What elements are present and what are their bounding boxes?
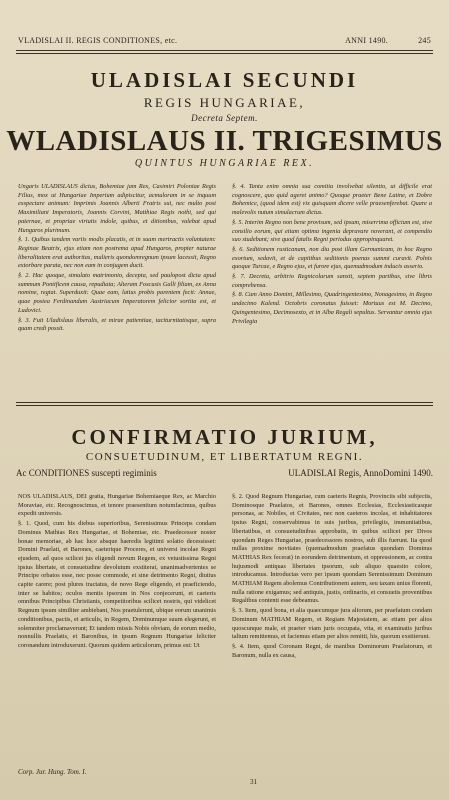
title-line-1: ULADISLAI SECUNDI [90, 68, 359, 92]
paragraph: NOS ULADISLAUS, DEI gratia, Hungariae Bohemiaeque Rex, ac Marchio Moraviae, etc. Recognoscimus, et tenore praesentium notumfacimus, quibus expedit universis. [18, 493, 216, 518]
title-line-3: Decreta Septem. [191, 113, 258, 123]
signature-mark: 31 [250, 778, 257, 786]
upper-left-column [18, 183, 216, 388]
paragraph: §. 4. Tanta enim omnia sua comitia involvebat silentio, ut difficile erat cognoscere, quo quid ageret animo? Quoque praeter Bene Latine, et Dobre Bohemice, (quod idem est) vix quisquam dicere velle praesenferebat. Quare a malevolis nutum simulacrum dictus. [232, 183, 432, 217]
paragraph: §. 5. Interim Regno non bene provisum, sed ipsum, miserrima officium est, sive consilio eorum, qui etiam optima ingenia depravare noverant, et compendio suo studebant; sive quod fatalis Regni periodus appropinquaret. [232, 218, 432, 244]
header-rule [16, 50, 433, 51]
paragraph: §. 2. Hac quoque, simulato matrimonio, decepta, sed paulopost dicta apud summum Pontificem causa, repudiata; Alteram Foscusis Galli filiam, ex Anna nomine, regiat. Superduxit: Quae eam, latius probis parentem fecit: Annae, quae postea Ferdinandum Austriacum Imperatorem felicior sortita est, et Ludovici. [18, 272, 216, 314]
paragraph: §. 6. Seditionem rusticanam, non diu post illam Germanicam, in hoc Regno exortum, sedavit, et de capitibus seditionis poenas summi curavit. Polnis quoque Turcae, e Regno ejus, et furore ejus, quemadmodum inducis asserio. [232, 245, 432, 271]
subline-right: ULADISLAI Regis, AnnoDomini 1490. [288, 468, 433, 478]
section-subtitle: CONSUETUDINUM, ET LIBERTATUM REGNI. [85, 451, 364, 463]
section-subline [16, 468, 433, 478]
paragraph: §. 4. Item, quod Coronam Regni, de manibus Dominorum Praelatorum, et Baronum, nulla ex causa, [232, 642, 432, 659]
paragraph: Ungaris ULADISLAUS dictus, Bohemiae jam Rex, Casimiri Poloniae Regis Filius, mox ut Hungariae Imperium adipiscitur, acmuloram in se inquum exspectare animum: Imprimis Joannis Alberti Fratris sui, nec multo post Maximiliani Imperatoris, Joannis Corvini, Matthiae Regis nothi, sed qui paternae, et propriae virtutis indole, quibus, et ditionibus, valebat apud Hungaros plurimum. [18, 183, 216, 234]
title-line-4: WLADISLAUS II. TRIGESIMUS [6, 125, 443, 157]
lower-left-column [18, 493, 216, 763]
upper-right-column [232, 183, 432, 388]
lower-right-column [232, 493, 432, 783]
running-title: VLADISLAI II. REGIS CONDITIONES, etc. [18, 36, 178, 45]
paragraph: §. 8. Cum Anno Domini, Millesimo, Quadringentesimo, Nonagesimo, in Regno undecimo Kalend. Octobris coronatus fuisset: Mortuus est M. Decimo, Quingentesimo, Decimosexto, et in Alba Regali sepultus. Servantur omnia ejus Privilegia [232, 291, 432, 325]
section-rule-thin [16, 405, 433, 406]
title-line-2: REGIS HUNGARIAE, [143, 95, 306, 110]
paragraph: §. 3. Item, quod bona, et alia quaecumque jura aliorum, per praefatum condam Dominum MATHIAM Regem, et Regiam Majestatem, ac etiam per alios quoscunque male, et praeter viam juris occupata, vita, et examinatis juribus talium remittemus, et faciemus etiam per alios remitti, his, quorum exstiterunt. [232, 607, 432, 641]
footer [18, 768, 218, 776]
paragraph: §. 3. Fuit Uladislaus liberalis, et mirae patientiae, taciturnitatisque, supra quam credi possit. [18, 316, 216, 333]
title-line-5: QUINTUS HUNGARIAE REX. [134, 158, 315, 169]
header-year: ANNI 1490. [345, 36, 389, 45]
header-rule-thin [16, 53, 433, 54]
paragraph: §. 2. Quod Regnum Hungariae, cum caeteris Regnis, Provinciis sibi subjectis, Dominosque Praelatos, et Barones, omnes Ecclesias, Ecclesiasticasque personas, ac Nobiles, et Civitates, nec non caeteros incolas, et inhabitatores ipsius Regni, conservabimus in suis juribus, privilegiis, immunitatibus, libertatibus, et consuetudinibus approbatis, in quibus scilicet per Divos quondam Reges Hungariae, praedecessores nostros, sub illis fuerunt. Ita quod nullas proxime novitates (quemadmodum praefatus quondam Dominus MATHIAS Rex fecerat) in eorundem detrimentum, et oppressionem, ac contra hujusmodi antiquas libertates ipsorum, sub aliquo quaesito colore, introducamus. Introductas vero per ipsum quondam Serenissimum Dominum MATHIAM Regem abolemus Contributionem autem, seu taxam unius florenti, nulla ratione exigamus; sed antiquis, justis, ordinariis, et consuetis proventibus Regalibus contenti esse debeamus. [232, 493, 432, 605]
section-title: CONFIRMATIO JURIUM, [71, 425, 378, 449]
section-rule [16, 402, 433, 403]
running-header [18, 36, 431, 45]
paragraph: §. 7. Decreta, arbitrio Regnicolarum sanxit, septem partibus, sive libris comprehensa. [232, 273, 432, 289]
footer-reference: Corp. Jur. Hung. Tom. I. [18, 768, 87, 776]
paragraph: §. 1. Quibus tandem variis modis placatis, et in suam mertractis voluntatem: Reginae Beatrix, ejus etiam non postrema apud Hungaros, propter naturae liberalitatem erat authoritas, mulieris quondomregnum ipsum lacessit, Regno extorbare parata, nec non eam in conjugem ducit. [18, 236, 216, 270]
subline-left: Ac CONDITIONES suscepti regiminis [16, 468, 157, 478]
page-number: 245 [418, 36, 431, 45]
paragraph: §. 1. Quod, cum his diebus superioribus, Serenissimus Princeps condam Dominus Mathias Rex Hungariae, et Bohemiae, etc. Praedecessor noster bonae memoriae, ab hac luce absque haeredis legitimi solatio decessisset: Domini Praelati, et Barones, caeterique Proceres, et universi incolae Regni ejusdem, ad quos scilicet jus eligendi novum Regem, ex vetustissima Regni ipsius libertate, et consuetudine devolutum exstiterat, unanimadvertentes se Principe orbatos esse, nec posse commode, et sine detrimento Regni, diutius capite carere; post plures tractatus, de novo Rege eligendo, et praeficiendo, inter se habitos; oculos mentis ipsorum in Nos conjecerunt, et caeteris omnibus Principibus Christianis, competitoribus scilicet nostris, qui videlicet Regnum ipsum similiter ambiebant, Nos praetulerunt, ubique eorum unanimis conditionibus, pactis, et articulis, in Regem, Dominumque suum elegerunt, et solemniter proclamaverunt; Et tandem missis Nobis obviam, de eorum medio, nonnullis Praelatis, et Baronibus, in ipsum Regnum Hungariae feliciter coronandum introduxerunt. Quorum quidem articulorum, primus est: Ut [18, 520, 216, 649]
